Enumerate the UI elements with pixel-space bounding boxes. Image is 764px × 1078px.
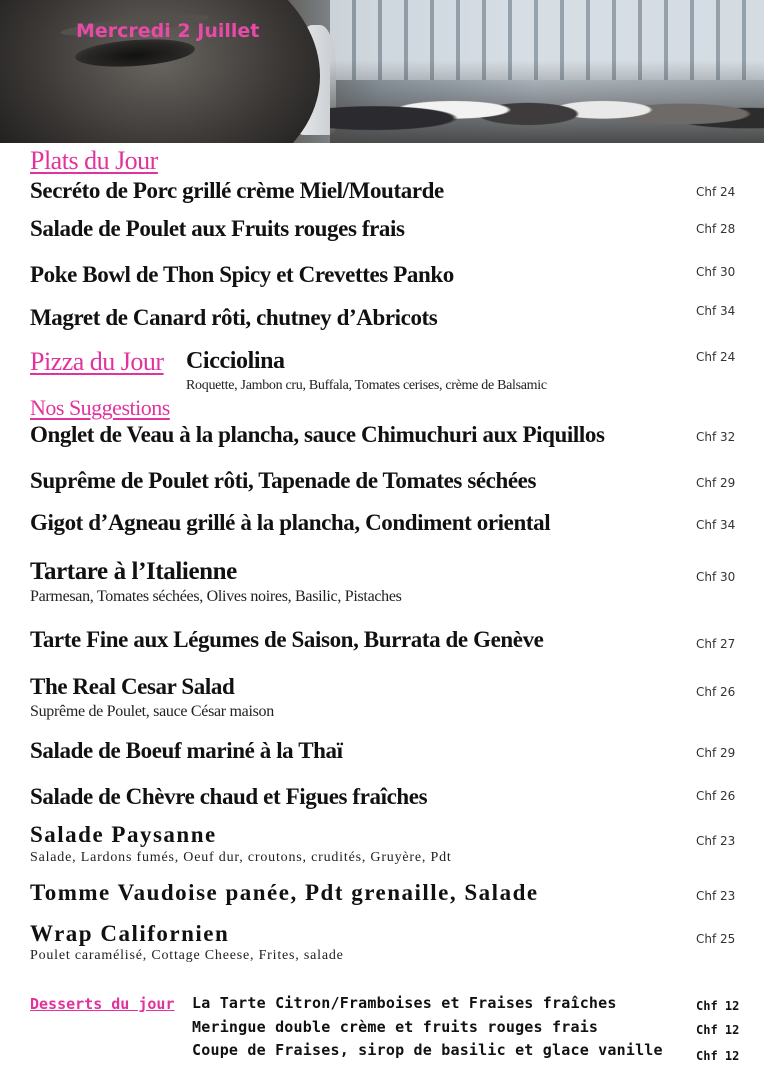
suggestion-description: Parmesan, Tomates séchées, Olives noires, Basilic, Pistaches	[30, 588, 402, 605]
suggestion-price: Chf 26	[696, 685, 736, 699]
plat-price: Chf 24	[696, 185, 736, 199]
section-plats-du-jour: Plats du Jour	[30, 146, 158, 175]
suggestion-price: Chf 32	[696, 430, 736, 444]
plat-name: Salade de Poulet aux Fruits rouges frais	[30, 216, 405, 241]
plat-price: Chf 28	[696, 222, 736, 236]
suggestion-name: Salade de Chèvre chaud et Figues fraîches	[30, 784, 428, 809]
suggestion-description: Salade, Lardons fumés, Oeuf dur, croutons, crudités, Gruyère, Pdt	[30, 850, 452, 865]
header-photo	[0, 0, 764, 143]
plat-name: Magret de Canard rôti, chutney d’Abricots	[30, 305, 438, 330]
terrace-guests	[330, 60, 764, 143]
section-pizza-du-jour: Pizza du Jour	[30, 347, 164, 376]
suggestion-price: Chf 23	[696, 834, 736, 848]
suggestion-price: Chf 23	[696, 889, 736, 903]
plat-price: Chf 30	[696, 265, 736, 279]
section-desserts-du-jour: Desserts du jour	[30, 995, 175, 1013]
suggestion-price: Chf 34	[696, 518, 736, 532]
suggestion-price: Chf 30	[696, 570, 736, 584]
dessert-name: Meringue double crème et fruits rouges frais	[192, 1018, 599, 1036]
suggestion-price: Chf 29	[696, 476, 736, 490]
suggestion-name: Onglet de Veau à la plancha, sauce Chimuchuri aux Piquillos	[30, 422, 605, 447]
dessert-name: La Tarte Citron/Framboises et Fraises fraîches	[192, 994, 617, 1012]
suggestion-name: Salade de Boeuf mariné à la Thaï	[30, 738, 343, 763]
suggestion-description: Suprême de Poulet, sauce César maison	[30, 703, 274, 720]
suggestion-name: Tarte Fine aux Légumes de Saison, Burrata de Genève	[30, 627, 544, 652]
suggestion-name: Tomme Vaudoise panée, Pdt grenaille, Salade	[30, 880, 539, 905]
plat-name: Secréto de Porc grillé crème Miel/Moutarde	[30, 178, 444, 203]
dessert-price: Chf 12	[696, 1049, 740, 1063]
plat-name: Poke Bowl de Thon Spicy et Crevettes Panko	[30, 262, 454, 287]
suggestion-price: Chf 27	[696, 637, 736, 651]
dessert-name: Coupe de Fraises, sirop de basilic et glace vanille	[192, 1041, 663, 1059]
pizza-description: Roquette, Jambon cru, Buffala, Tomates cerises, crème de Balsamic	[186, 378, 547, 393]
pizza-name: Cicciolina	[186, 348, 285, 374]
dessert-price: Chf 12	[696, 999, 740, 1013]
suggestion-price: Chf 29	[696, 746, 736, 760]
suggestion-description: Poulet caramélisé, Cottage Cheese, Frites, salade	[30, 948, 344, 963]
suggestion-name: Wrap Californien	[30, 921, 230, 946]
dessert-price: Chf 12	[696, 1023, 740, 1037]
pizza-price: Chf 24	[696, 350, 736, 364]
suggestion-price: Chf 25	[696, 932, 736, 946]
suggestion-name: Suprême de Poulet rôti, Tapenade de Tomates séchées	[30, 468, 537, 493]
suggestion-name: The Real Cesar Salad	[30, 674, 235, 699]
suggestion-name: Gigot d’Agneau grillé à la plancha, Condiment oriental	[30, 510, 551, 535]
suggestion-name: Salade Paysanne	[30, 822, 217, 847]
plat-price: Chf 34	[696, 304, 736, 318]
menu-date: Mercredi 2 Juillet	[76, 20, 260, 42]
suggestion-name: Tartare à l’Italienne	[30, 558, 237, 585]
suggestion-price: Chf 26	[696, 789, 736, 803]
section-nos-suggestions: Nos Suggestions	[30, 395, 170, 420]
